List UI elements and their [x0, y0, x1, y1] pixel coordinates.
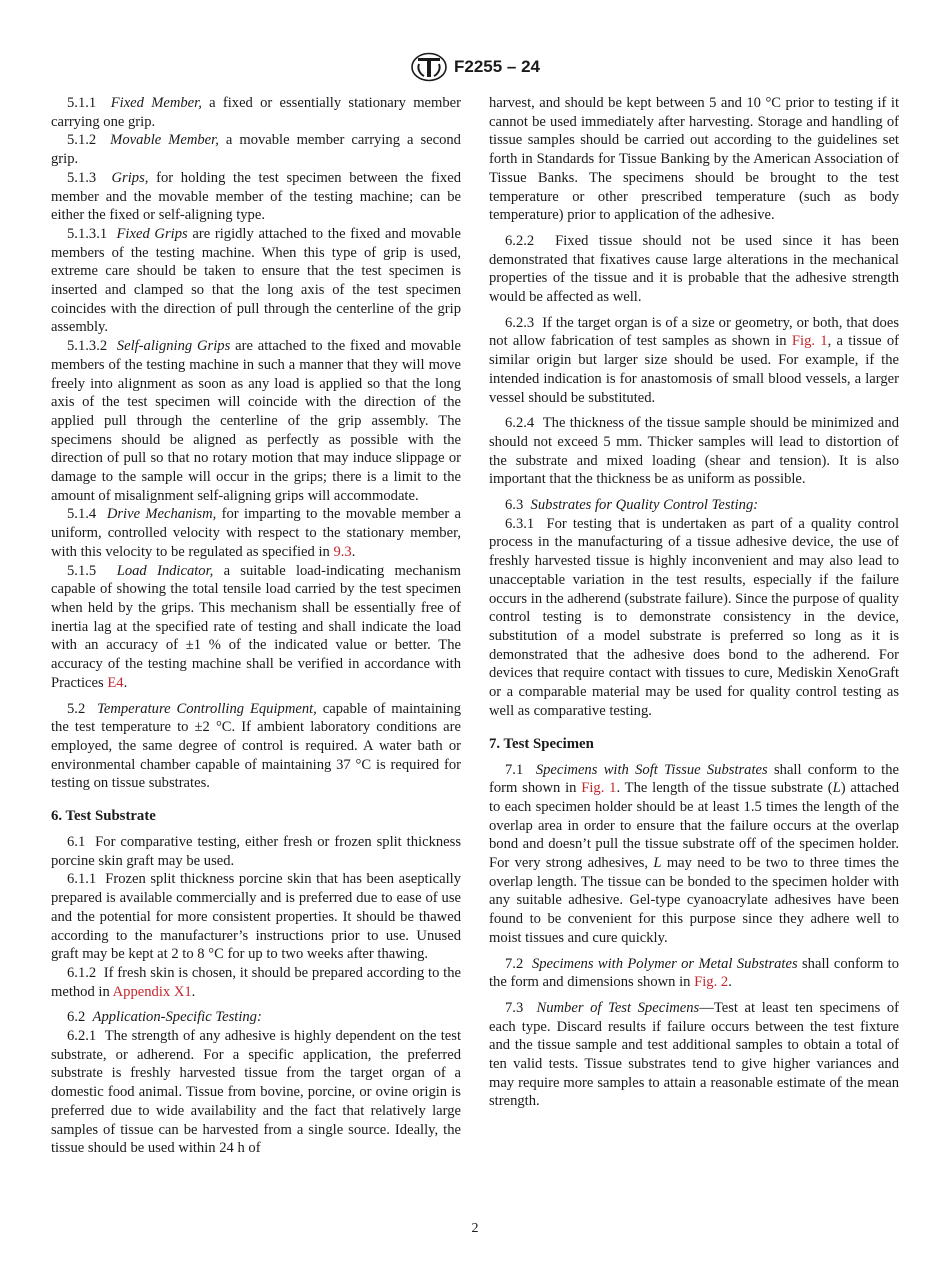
right-column — [489, 94, 899, 1111]
clause-6-1-1: 6.1.1 Frozen split thickness porcine skin that has been aseptically prepared is available commercially and is preferred due to ease of use and the potential for more consistent properties. It should be thawed according to the manufacturer’s instructions prior to use. Unused graft may be kept at 2 to 8 °C for up to two weeks after thawing. — [51, 871, 461, 963]
clause-5-1-3: 5.1.3 Grips, for holding the test specimen between the fixed member and the movable member of the testing machine; can be either the fixed or self-aligning type. — [51, 169, 461, 224]
clause-5-1-4: 5.1.4 Drive Mechanism, for imparting to the movable member a uniform, controlled velocity with respect to the stationary member, with this velocity to be regulated as specified in 9.3. — [51, 506, 462, 560]
page-header — [0, 52, 950, 84]
clause-6-2-4: 6.2.4 The thickness of the tissue sample should be minimized and should not exceed 5 mm. Thicker samples will lead to distortion of the substrate and mixed loading (shear and tension). It is also important that the thickness be as uniform as possible. — [489, 415, 899, 488]
link-appendix-x1[interactable]: Appendix X1 — [112, 983, 192, 1000]
clause-5-1-5: 5.1.5 Load Indicator, a suitable load-indicating mechanism capable of showing the total tensile load carried by the test specimen when held by the grips. This mechanism shall be essentially free of inertia lag at the specified rate of testing and shall indicate the load with an accuracy of ±1 % of the indicated value or better. The accuracy of the testing machine shall be verified in accordance with Practices E4. — [51, 562, 462, 691]
clause-6-3-1: 6.3.1 For testing that is undertaken as part of a quality control process in the manufacturing of a tissue adhesive device, the use of freshly harvested tissue is highly inconvenient and may also lead to unacceptable variation in the test results, especially if the failure occurs in the adherend (substrate failure). Since the purpose of quality control testing is to demonstrate consistency in the device, substitution of a model substrate is preferred so long as it is demonstrated that the adhesive does bond to the adherend. For devices that require contact with tissues to cure, Mediskin XenoGraft or a comparable material may be used for quality control testing as well as comparative testing. — [489, 515, 900, 719]
clause-5-2: 5.2 Temperature Controlling Equipment, capable of maintaining the test temperature to ±2 °C. If ambient laboratory conditions are employed, the same degree of control is required. A water bath or environmental chamber capable of maintaining 37 °C is required for testing on tissue substrates. — [51, 700, 461, 792]
clause-6-2: 6.2 Application-Specific Testing: — [67, 1009, 262, 1026]
page-number: 2 — [471, 1221, 479, 1236]
section-heading-7: 7. Test Specimen — [489, 735, 594, 752]
clause-5-1-3-1: 5.1.3.1 Fixed Grips are rigidly attached to the fixed and movable members of the testing machine. When this type of grip is used, extreme care should be taken to ensure that the test specimen is inserted and clamped so that the long axis of the test specimen coincides with the direction of pull through the centerline of the grip assembly. — [51, 225, 461, 336]
link-fig-1[interactable]: Fig. 1 — [791, 333, 828, 350]
link-fig-1[interactable]: Fig. 1 — [581, 780, 617, 797]
clause-6-2-3: 6.2.3 If the target organ is of a size or geometry, or both, that does not allow fabrication of test samples as shown in Fig. 1, a tissue of similar origin but larger size should be used. For example, if the intended indication is for anastomosis of small blood vessels, a larger vessel should be substituted. — [489, 314, 900, 406]
clause-6-2-1: 6.2.1 The strength of any adhesive is highly dependent on the test substrate, or adherend. For a specific application, the preferred substrate is freshly harvested tissue from the target organ of a domestic food animal. Tissue from bovine, porcine, or ovine origin is preferred due to wide availability and the fact that relatively large samples of tissue can be harvested from a single source. Ideally, the tissue should be used within 24 h of — [51, 1028, 462, 1157]
clause-6-2-1-continued: harvest, and should be kept between 5 and 10 °C prior to testing if it cannot be used immediately after harvesting. Storage and handling of tissue samples should be carried out according to the guidelines set forth in Standards for Tissue Banking by the American Association of Tissue Banks. The specimens should be brought to the test temperature or other prescribed temperature (such as body temperature) prior to application of the adhesive. — [489, 95, 899, 224]
clause-6-1: 6.1 For comparative testing, either fresh or frozen split thickness porcine skin graft may be used. — [51, 834, 461, 869]
clause-6-3: 6.3 Substrates for Quality Control Testing: — [505, 497, 759, 514]
link-fig-2[interactable]: Fig. 2 — [694, 974, 729, 991]
clause-7-3: 7.3 Number of Test Specimens—Test at least ten specimens of each type. Discard results if failure occurs between the test fixture and the tissue sample and test additional samples to obtain a total of ten valid tests. Tissue substrates tend to give higher variances and may require more samples to attain a reasonable estimate of the mean strength. — [489, 999, 900, 1110]
clause-5-1-3-2: 5.1.3.2 Self-aligning Grips are attached to the fixed and movable members of the testing machine in such a manner that they will move freely into alignment as soon as any load is applied so that the long axis of the test specimen will coincide with the direction of the applied pull through the centerline of the grip assembly. The specimens should be aligned as perfectly as possible with the direction of pull so that no rotary motion that may induce slippage or damage to the sample will occur in the grips; there is a limit to the amount of misalignment self-aligning grips will accommodate. — [51, 338, 461, 504]
clause-5-1-2: 5.1.2 Movable Member, a movable member carrying a second grip. — [51, 132, 461, 168]
clause-6-1-2: 6.1.2 If fresh skin is chosen, it should be prepared according to the method in Appendix X1. — [51, 964, 462, 1000]
clause-6-2-2: 6.2.2 Fixed tissue should not be used since it has been demonstrated that fixatives cause large alterations in the mechanical properties of the tissue and it is probable that the adhesive strength would be affected as well. — [489, 232, 900, 306]
link-practice-e4[interactable]: E4 — [107, 674, 124, 691]
astm-logo-icon — [410, 52, 448, 82]
standard-designation: F2255 – 24 — [453, 57, 540, 76]
clause-7-1: 7.1 Specimens with Soft Tissue Substrates shall conform to the form shown in Fig. 1. The length of the tissue substrate (L) attached to each specimen holder should be at least 1.5 times the length of the overlap area in order to ensure that the failure occurs at the overlap bond and doesn’t pull the tissue substrate off of the specimen holder. For very strong adhesives, L may need to be two to three times the overlap length. The tissue can be bonded to the specimen holder with any suitable adhesive. Gel-type cyanoacrylate adhesives have been found to be convenient for this purpose since they adhere well to moist tissues and cure quickly. — [489, 761, 900, 946]
left-column — [51, 94, 461, 1158]
clause-7-2: 7.2 Specimens with Polymer or Metal Substrates shall conform to the form and dimensions shown in Fig. 2. — [489, 955, 900, 991]
section-heading-6: 6. Test Substrate — [51, 808, 156, 825]
link-section-9-3[interactable]: 9.3 — [333, 543, 352, 560]
clause-5-1-1: 5.1.1 Fixed Member, a fixed or essentially stationary member carrying one grip. — [51, 95, 462, 130]
